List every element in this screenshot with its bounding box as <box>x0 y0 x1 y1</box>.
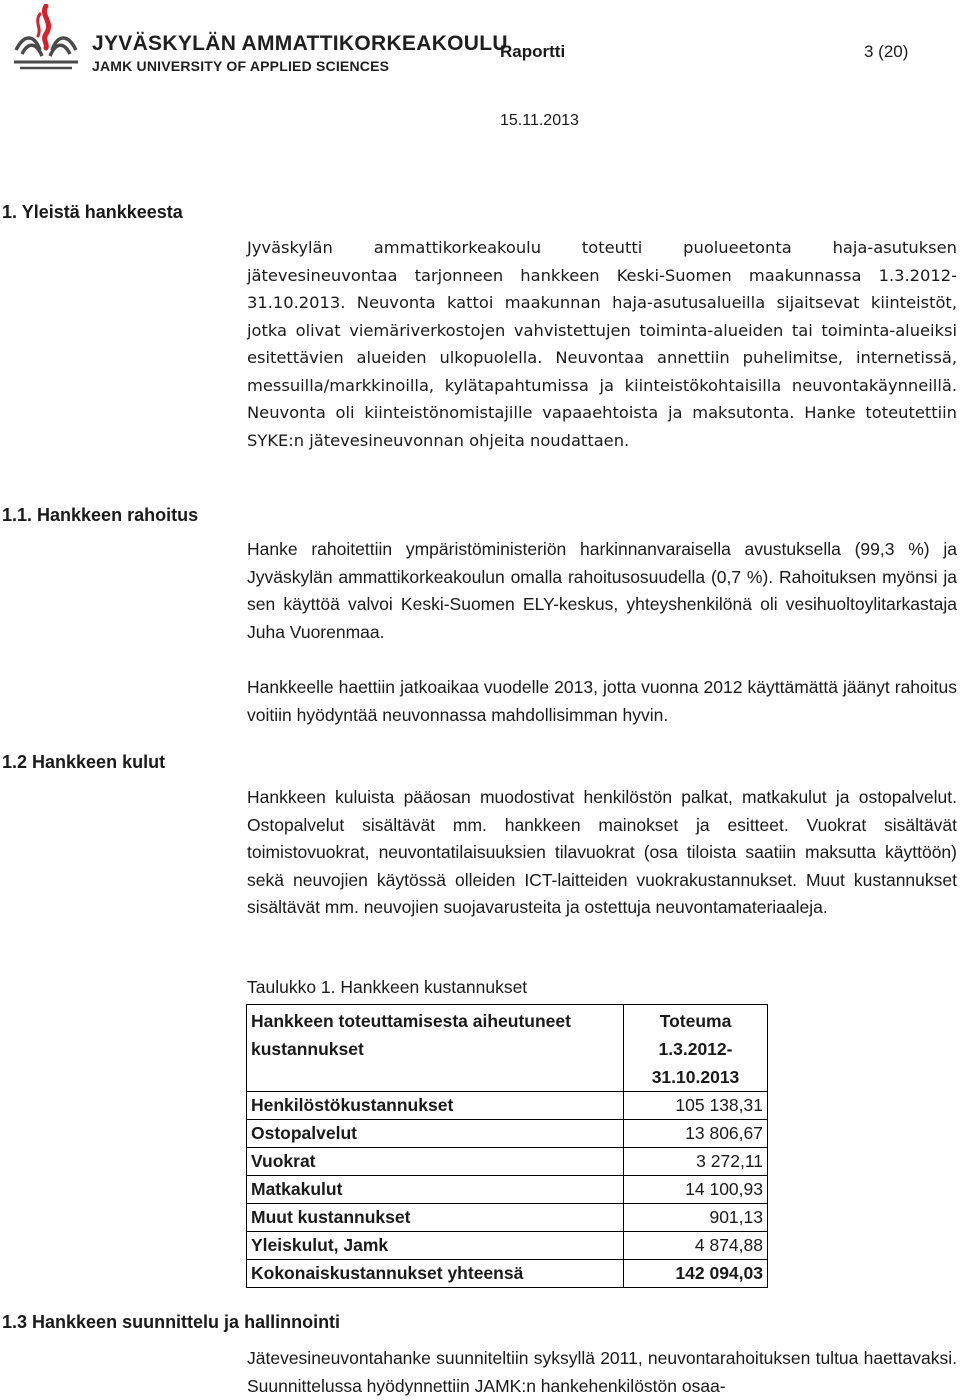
total-value: 142 094,03 <box>624 1260 768 1288</box>
table-row <box>247 1092 768 1120</box>
table-row <box>247 1176 768 1204</box>
org-name-en: JAMK UNIVERSITY OF APPLIED SCIENCES <box>92 58 390 74</box>
table-total-row <box>247 1260 768 1288</box>
row-label: Vuokrat <box>247 1148 624 1176</box>
section-heading-rahoitus: 1.1. Hankkeen rahoitus <box>2 505 199 525</box>
row-label: Ostopalvelut <box>247 1120 624 1148</box>
section-text-kulut: Hankkeen kuluista pääosan muodostivat henkilöstön palkat, matkakulut ja ostopalvelut. Ostopalvelut sisältävät mm. hankkeen mainokset ja esitteet. Vuokrat sisältävät toimistovuokrat, neuvontatilaisuuksien tilavuokrat (osa tiloista saatiin maksutta käyttöön) sekä neuvojien käytössä olleiden ICT-laitteiden vuokrakustannukset. Muut kustannukset sisältävät mm. neuvojien suojavarusteita ja ostettuja neuvontamateriaaleja. <box>247 787 957 917</box>
table-row <box>247 1120 768 1148</box>
section-text-yleista: Jyväskylän ammattikorkeakoulu toteutti puolueetonta haja-asutuksen jätevesineuvontaa tarjonneen hankkeen Keski-Suomen maakunnassa 1.3.2012-31.10.2013. Neuvonta kattoi maakunnan haja-asutusalueilla sijaitsevat kiinteistöt, jotka olivat viemäriverkostojen vahvistettujen toiminta-alueiden tai toiminta-alueiksi esitettävien alueiden ulkopuolella. Neuvontaa annettiin puhelimitse, internetissä, messuilla/markkinoilla, kylätapahtumissa ja kiinteistökohtaisilla neuvontakäynneillä. Neuvonta oli kiinteistönomistajille vapaaehtoista ja maksutonta. Hanke toteutettiin SYKE:n jätevesineuvonnan ohjeita noudattaen. <box>247 238 957 450</box>
row-value: 3 272,11 <box>624 1148 768 1176</box>
row-value: 901,13 <box>624 1204 768 1232</box>
document-type: Raportti <box>500 42 566 61</box>
row-value: 14 100,93 <box>624 1176 768 1204</box>
page-number: 3 (20) <box>864 42 909 61</box>
row-label: Henkilöstökustannukset <box>247 1092 624 1120</box>
document-date: 15.11.2013 <box>500 112 579 129</box>
row-label: Matkakulut <box>247 1176 624 1204</box>
table-header-label: Hankkeen toteuttamisesta aiheutuneet kustannukset <box>247 1005 624 1092</box>
org-name: JYVÄSKYLÄN AMMATTIKORKEAKOULU <box>92 32 508 55</box>
section-text-rahoitus-2: Hankkeelle haettiin jatkoaikaa vuodelle 2013, jotta vuonna 2012 käyttämättä jäänyt rahoitus voitiin hyödyntää neuvonnassa mahdollisimman hyvin. <box>247 677 957 725</box>
row-value: 105 138,31 <box>624 1092 768 1120</box>
row-value: 13 806,67 <box>624 1120 768 1148</box>
section-heading-yleista: 1. Yleistä hankkeesta <box>2 202 183 222</box>
row-label: Yleiskulut, Jamk <box>247 1232 624 1260</box>
table-header-row <box>247 1005 768 1092</box>
section-heading-kulut: 1.2 Hankkeen kulut <box>2 752 166 772</box>
total-label: Kokonaiskustannukset yhteensä <box>247 1260 624 1288</box>
cost-table <box>246 1004 768 1288</box>
row-label: Muut kustannukset <box>247 1204 624 1232</box>
section-heading-suunnittelu: 1.3 Hankkeen suunnittelu ja hallinnointi <box>2 1312 341 1332</box>
jamk-logo-icon <box>10 4 82 74</box>
table-caption: Taulukko 1. Hankkeen kustannukset <box>247 977 528 997</box>
table-header-value: Toteuma 1.3.2012-31.10.2013 <box>624 1005 768 1092</box>
table-row <box>247 1204 768 1232</box>
section-text-rahoitus-1: Hanke rahoitettiin ympäristöministeriön harkinnanvaraisella avustuksella (99,3 %) ja Jyväskylän ammattikorkeakoulun omalla rahoitusosuudella (0,7 %). Rahoituksen myönsi ja sen käyttöä valvoi Keski-Suomen ELY-keskus, yhteyshenkilönä oli vesihuoltoylitarkastaja Juha Vuorenmaa. <box>247 539 957 642</box>
table-row <box>247 1232 768 1260</box>
section-text-suunnittelu: Jätevesineuvontahanke suunniteltiin syksyllä 2011, neuvontarahoituksen tultua haettavaksi. Suunnittelussa hyödynnettiin JAMK:n hankehenkilöstön osaa- <box>247 1348 957 1396</box>
row-value: 4 874,88 <box>624 1232 768 1260</box>
table-row <box>247 1148 768 1176</box>
